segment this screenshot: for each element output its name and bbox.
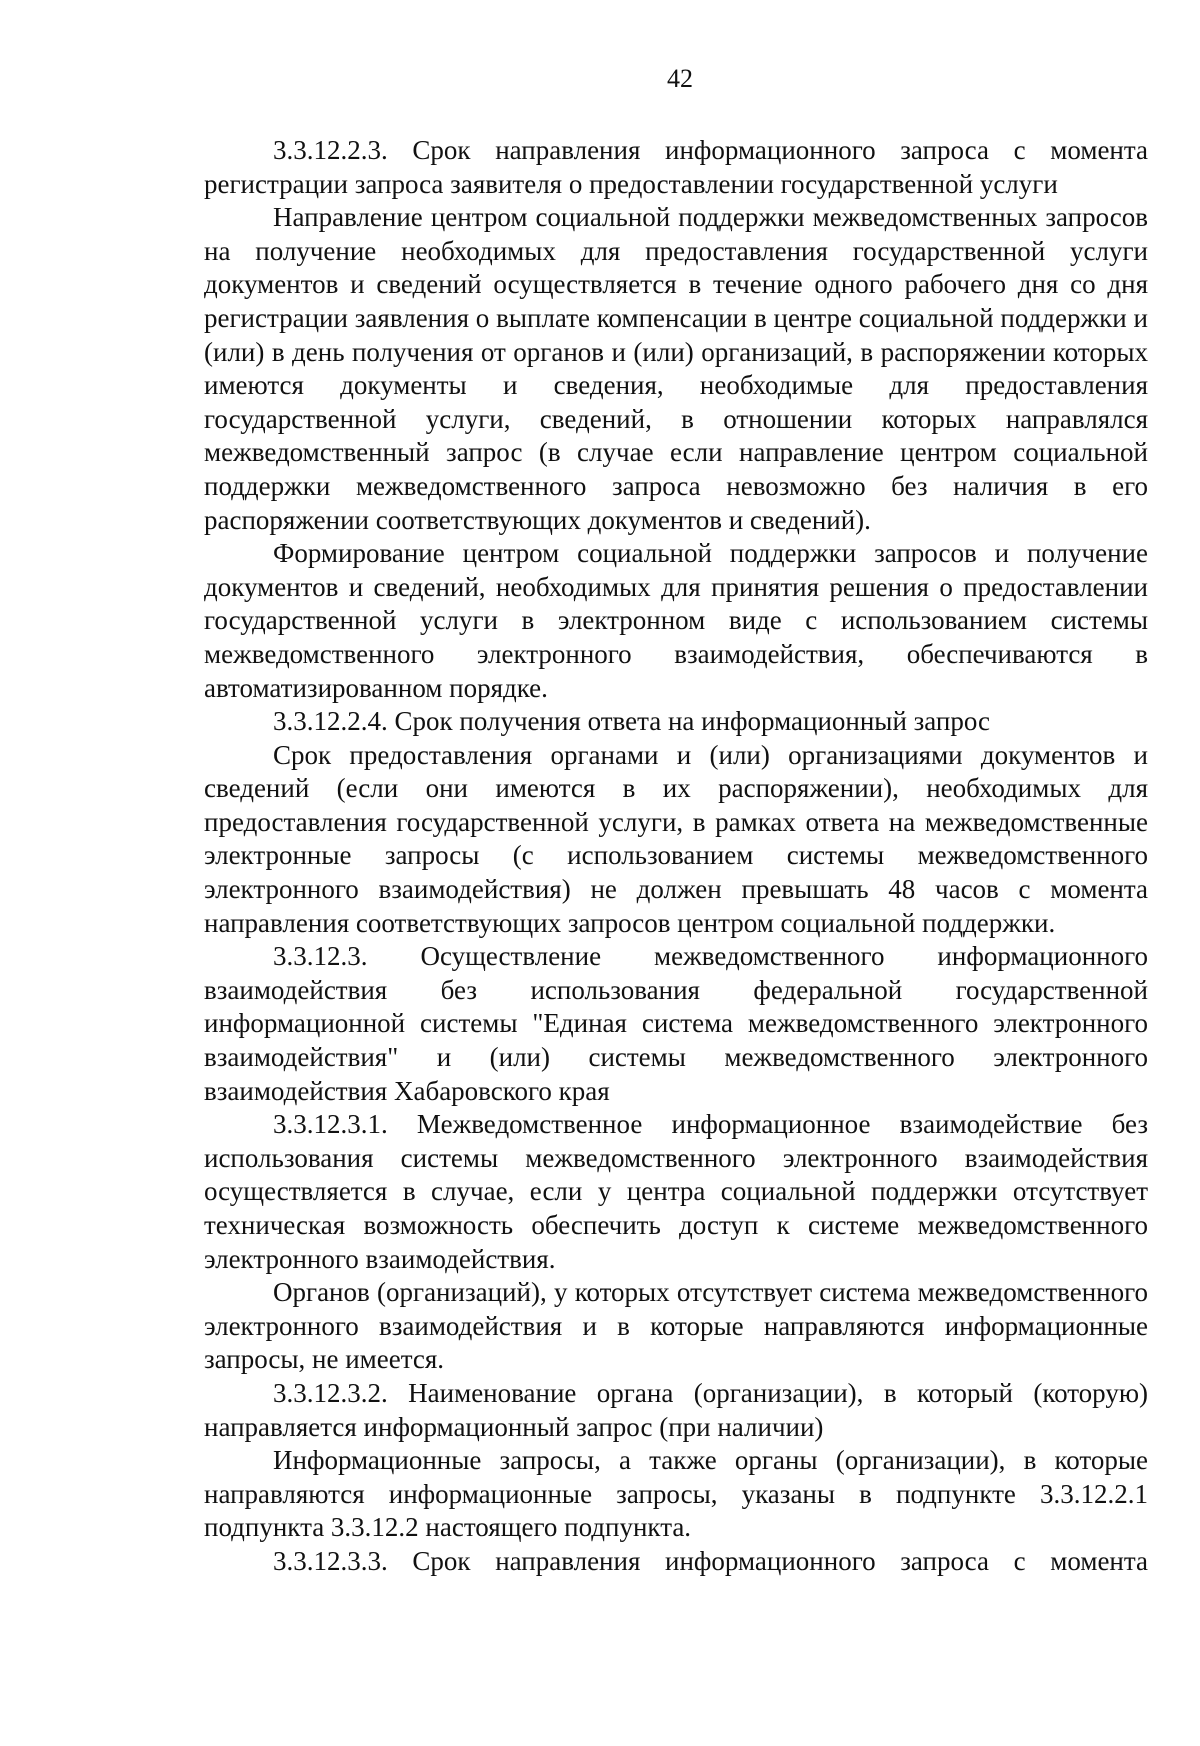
page-number: 42 bbox=[667, 64, 693, 93]
paragraph-3-3-12-2-4-heading: 3.3.12.2.4. Срок получения ответа на информационный запрос bbox=[273, 706, 991, 737]
paragraph-3-3-12-3-1: 3.3.12.3.1. Межведомственное информационное взаимодействие без использования системы межведомственного электронного взаимодействия осуществляется в случае, если у центра социальной поддержки отсутствует техническая возможность обеспечить доступ к системе межведомственного электронного взаимодействия. bbox=[204, 1109, 1148, 1274]
paragraph-interagency-requests: Направление центром социальной поддержки межведомственных запросов на получение необходимых для предоставления государственной услуги документов и сведений осуществляется в течение одного рабочего дня со дня регистрации заявления о выплате компенсации в центре социальной поддержки и (или) в день получения от органов и (или) организаций, в распоряжении которых имеются документы и сведения, необходимые для предоставления государственной услуги, сведений, в отношении которых направлялся межведомственный запрос (в случае если направление центром социальной поддержки межведомственного запроса невозможно без наличия в его распоряжении соответствующих документов и сведений). bbox=[204, 202, 1148, 535]
document-body bbox=[204, 134, 1148, 1579]
paragraph-3-3-12-3-2-heading: 3.3.12.3.2. Наименование органа (организации), в который (которую) направляется информационный запрос (при наличии) bbox=[204, 1377, 1148, 1442]
paragraph-no-organizations: Органов (организаций), у которых отсутствует система межведомственного электронного взаимодействия и в которые направляются информационные запросы, не имеется. bbox=[204, 1277, 1148, 1375]
paragraph-3-3-12-3-heading: 3.3.12.3. Осуществление межведомственного информационного взаимодействия без использования федеральной государственной информационной системы "Единая система межведомственного электронного взаимодействия" и (или) системы межведомственного электронного взаимодействия Хабаровского края bbox=[204, 941, 1148, 1106]
paragraph-3-3-12-2-3-heading: 3.3.12.2.3. Срок направления информационного запроса с момента регистрации запроса заявителя о предоставлении государственной услуги bbox=[204, 135, 1148, 199]
paragraph-response-deadline: Срок предоставления органами и (или) организациями документов и сведений (если они имеются в их распоряжении), необходимых для предоставления государственной услуги, в рамках ответа на межведомственные электронные запросы (с использованием системы межведомственного электронного взаимодействия) не должен превышать 48 часов с момента направления соответствующих запросов центром социальной поддержки. bbox=[204, 739, 1148, 938]
paragraph-automated-requests: Формирование центром социальной поддержки запросов и получение документов и сведений, необходимых для принятия решения о предоставлении государственной услуги в электронном виде с использованием системы межведомственного электронного взаимодействия, обеспечиваются в автоматизированном порядке. bbox=[204, 538, 1148, 703]
paragraph-requests-listed: Информационные запросы, а также органы (организации), в которые направляются информационные запросы, указаны в подпункте 3.3.12.2.1 подпункта 3.3.12.2 настоящего подпункта. bbox=[204, 1445, 1148, 1543]
paragraph-3-3-12-3-3-heading: 3.3.12.3.3. Срок направления информационного запроса с момента bbox=[273, 1545, 1148, 1576]
